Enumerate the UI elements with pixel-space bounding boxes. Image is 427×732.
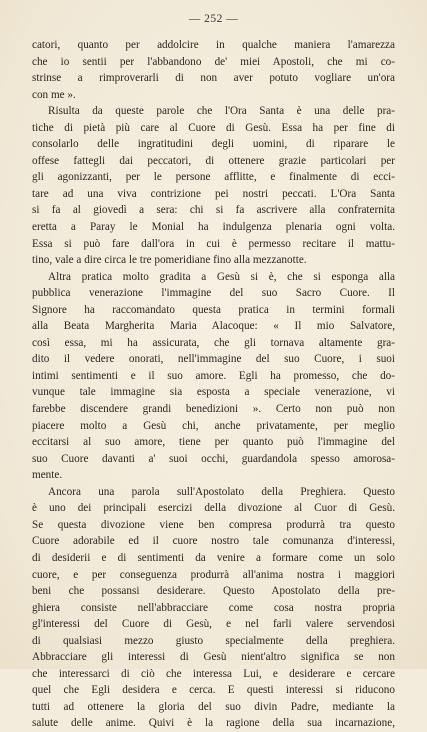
text-line: Se questa divozione viene ben compresa produrrà tra questo [32, 518, 395, 531]
text-line: vunque tale immagine sia esposta a speciale venerazione, vi [32, 386, 395, 399]
text-line: che io sentii per l'abbandono de' miei Apostoli, che mi co- [32, 55, 395, 68]
text-line: Essa si può fare dall'ora in cui è permesso recitare il mattu- [32, 237, 395, 250]
text-line: tiche di pietà più care al Cuore di Gesù. Essa ha per fine di [32, 121, 395, 134]
text-line: che interessarci di ciò che interessa Lui, e desiderare e cercare [32, 667, 395, 680]
text-line: strinse a rimproverarli di non aver potuto vogliare un'ora [32, 72, 395, 85]
text-line: di qualsiasi mezzo giusto specialmente della preghiera. [32, 634, 395, 647]
text-line: salute delle anime. Quivi è la ragione della sua incarnazione, [32, 717, 395, 730]
text-line: offese fattegli dai peccatori, di ottenere grazie particolari per [32, 154, 395, 167]
text-line: eretta a Paray le Monial ha indulgenza plenaria ogni volta. [32, 221, 395, 234]
text-line: Ancora una parola sull'Apostolato della Preghiera. Questo [48, 485, 395, 498]
text-line: è uno dei principali esercizi della divozione al Cuor di Gesù. [32, 502, 395, 515]
text-line: pubblica venerazione l'immagine del suo Sacro Cuore. Il [32, 287, 395, 300]
text-line: piacere molto a Gesù chi, anche privatamente, per meglio [32, 419, 395, 432]
text-line: suo Cuore davanti a' suoi occhi, guardandola spesso amorosa- [32, 452, 395, 465]
text-line: eccitarsi al suo amore, tiene per quanto può l'immagine del [32, 436, 395, 449]
text-line: tutti ad ottenere la gloria del suo divin Padre, mediante la [32, 700, 395, 713]
text-line: con me ». [32, 88, 76, 101]
text-line: di desiderii e di sentimenti da venire a formare come un solo [32, 551, 395, 564]
text-line: Risulta da queste parole che l'Ora Santa è una delle pra- [48, 105, 395, 118]
text-line: quel che Egli desidera e cerca. E questi interessi si riducono [32, 684, 395, 697]
text-line: Cuore adorabile ed il cuore nostro tale comunanza d'interessi, [32, 535, 395, 548]
text-line: Altra pratica molto gradita a Gesù si è, che si esponga alla [48, 270, 395, 283]
text-line: Signore ha raccomandato questa pratica in termini formali [32, 303, 395, 316]
text-line: Abbracciare gli interessi di Gesù nient'altro significa se non [32, 651, 395, 664]
text-line: tare ad una viva contrizione pei nostri peccati. L'Ora Santa [32, 187, 395, 200]
text-line: farebbe discendere grandi benedizioni ». Certo non può non [32, 403, 395, 416]
text-line: catori, quanto per addolcire in qualche maniera l'amarezza [32, 39, 395, 51]
text-line: intimi sentimenti e il suo amore. Egli ha promesso, che do- [32, 369, 395, 382]
text-line: gli agonizzanti, per le persone afflitte, e finalmente di ecci- [32, 171, 395, 184]
text-line: gl'interessi del Cuore di Gesù, e nel farli valere servendosi [32, 618, 395, 631]
text-line: dito il vedere onorati, nell'immagine del suo Cuore, i suoi [32, 353, 395, 366]
text-line: tino, vale a dire circa le tre pomeridiane fino alla mezzanotte. [32, 254, 307, 267]
text-line: cuore, e per conseguenza produrrà all'anima nostra i maggiori [32, 568, 395, 581]
text-line: beni che possansi desiderare. Questo Apostolato della pre- [32, 585, 395, 598]
text-line: ghiera consiste nell'abbracciare come cosa nostra propria [32, 601, 395, 614]
text-line: consolarlo delle ingratitudini degli uomini, di riparare le [32, 138, 395, 151]
text-line: si fa al giovedì a sera: chi si fa ascrivere alla confraternita [32, 204, 395, 217]
page-number: — 252 — [188, 13, 239, 25]
text-line: così essa, mi ha assicurata, che gli tornava altamente gra- [32, 336, 395, 349]
body-text [32, 37, 395, 732]
text-line: alla Beata Margherita Maria Alacoque: « Il mio Salvatore, [32, 320, 395, 333]
text-line: mente. [32, 469, 63, 482]
